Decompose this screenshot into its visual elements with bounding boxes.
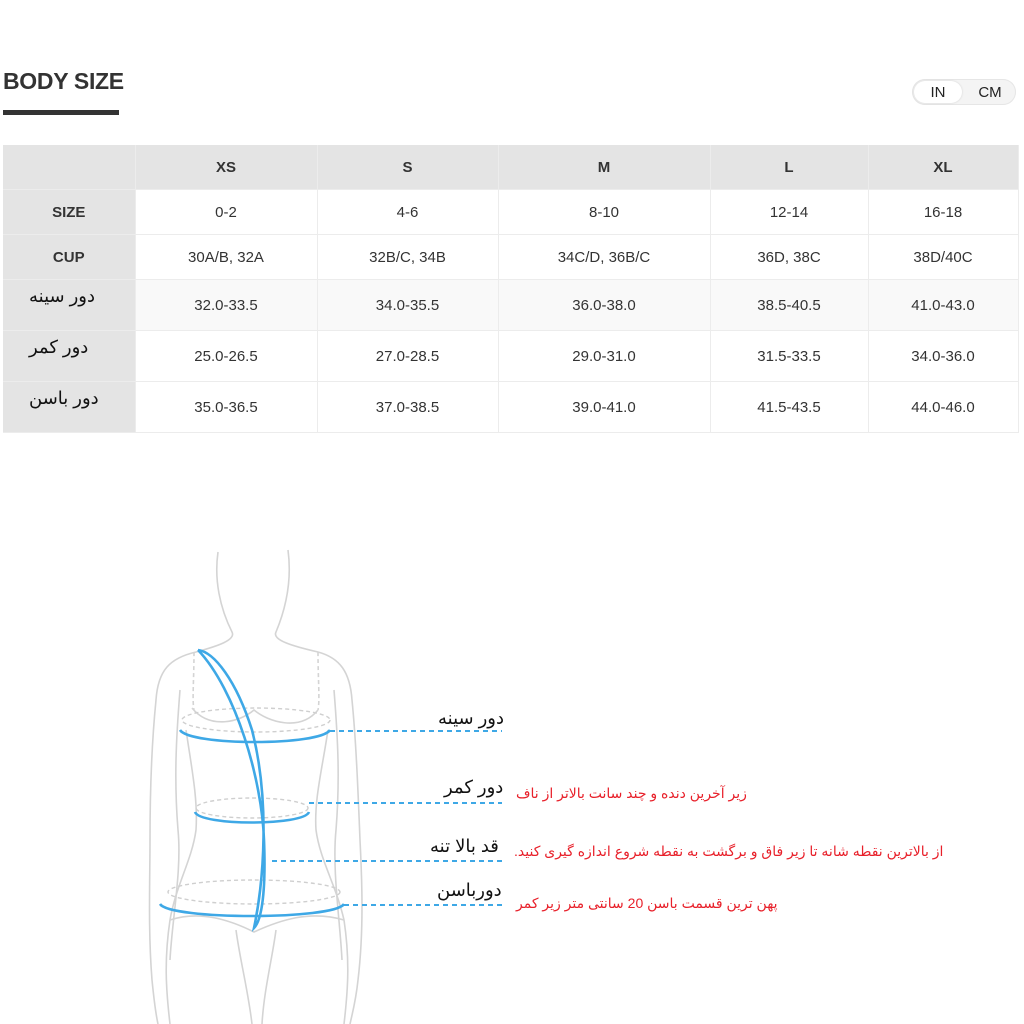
right-leg [344, 920, 348, 1024]
strap-left [193, 652, 194, 710]
table-cell: 16-18 [868, 190, 1018, 235]
table-cell: 0-2 [135, 190, 317, 235]
hip-label: دورباسن [437, 880, 502, 900]
table-row-bust [3, 280, 1018, 331]
row-label: دور باسن [3, 382, 135, 433]
table-cell: 8-10 [498, 190, 710, 235]
neck-left-line [196, 552, 233, 652]
inner-leg [236, 930, 276, 1024]
table-cell: 12-14 [710, 190, 868, 235]
waist-note: زیر آخرین دنده و چند سانت بالاتر از ناف [516, 785, 747, 801]
waist-contour [196, 798, 308, 818]
neck-right-line [275, 550, 318, 652]
strap-right [318, 652, 319, 710]
table-cell: 36D, 38C [710, 235, 868, 280]
table-cell: 31.5-33.5 [710, 331, 868, 382]
leader-lines [272, 731, 502, 905]
left-leg [166, 920, 170, 1024]
header-corner [3, 145, 135, 190]
hip-contour [168, 880, 340, 904]
table-cell: 38D/40C [868, 235, 1018, 280]
page-title: BODY SIZE [3, 68, 124, 94]
table-cell: 35.0-36.5 [135, 382, 317, 433]
left-torso [170, 730, 196, 920]
table-cell: 4-6 [317, 190, 498, 235]
header-xl: XL [868, 145, 1018, 190]
header-m: M [498, 145, 710, 190]
body-measurement-figure [0, 540, 1024, 1024]
waist-label: دور کمر [444, 777, 504, 797]
body-outline [150, 550, 363, 1024]
torso-label: قد بالا تنه [430, 836, 499, 856]
row-label: دور کمر [3, 331, 135, 382]
table-row-waist [3, 331, 1018, 382]
table-cell: 34.0-35.5 [317, 280, 498, 331]
header-l: L [710, 145, 868, 190]
row-label: CUP [3, 235, 135, 280]
table-row-hip [3, 382, 1018, 433]
hip-note: پهن ترین قسمت باسن 20 سانتی متر زیر کمر [516, 895, 778, 911]
title-underline [3, 110, 119, 115]
unit-in-button[interactable]: IN [914, 81, 962, 103]
row-label: SIZE [3, 190, 135, 235]
table-cell: 41.5-43.5 [710, 382, 868, 433]
table-cell: 39.0-41.0 [498, 382, 710, 433]
unit-cm-button[interactable]: CM [978, 83, 1002, 101]
table-cell: 37.0-38.5 [317, 382, 498, 433]
table-cell: 32.0-33.5 [135, 280, 317, 331]
table-cell: 41.0-43.0 [868, 280, 1018, 331]
right-arm-line [318, 652, 362, 1024]
table-cell: 34.0-36.0 [868, 331, 1018, 382]
table-cell: 38.5-40.5 [710, 280, 868, 331]
measurement-lines [160, 650, 344, 928]
table-row-size [3, 190, 1018, 235]
table-cell: 30A/B, 32A [135, 235, 317, 280]
hip-measure-line [160, 904, 344, 916]
table-header-row [3, 145, 1018, 190]
table-cell: 34C/D, 36B/C [498, 235, 710, 280]
header-xs: XS [135, 145, 317, 190]
torso-note: از بالاترین نقطه شانه تا زیر فاق و برگشت به نقطه شروع اندازه گیری کنید. [514, 843, 944, 859]
waist-measure-line [195, 812, 309, 823]
table-cell: 27.0-28.5 [317, 331, 498, 382]
unit-toggle[interactable] [912, 79, 1016, 105]
size-table [3, 145, 1019, 433]
table-cell: 29.0-31.0 [498, 331, 710, 382]
bust-label: دور سینه [438, 708, 504, 728]
left-arm-line [150, 652, 197, 1024]
table-cell: 32B/C, 34B [317, 235, 498, 280]
table-cell: 25.0-26.5 [135, 331, 317, 382]
header-s: S [317, 145, 498, 190]
table-cell: 36.0-38.0 [498, 280, 710, 331]
table-row-cup [3, 235, 1018, 280]
row-label: دور سینه [3, 280, 135, 331]
torso-measure-line [198, 650, 265, 928]
table-cell: 44.0-46.0 [868, 382, 1018, 433]
